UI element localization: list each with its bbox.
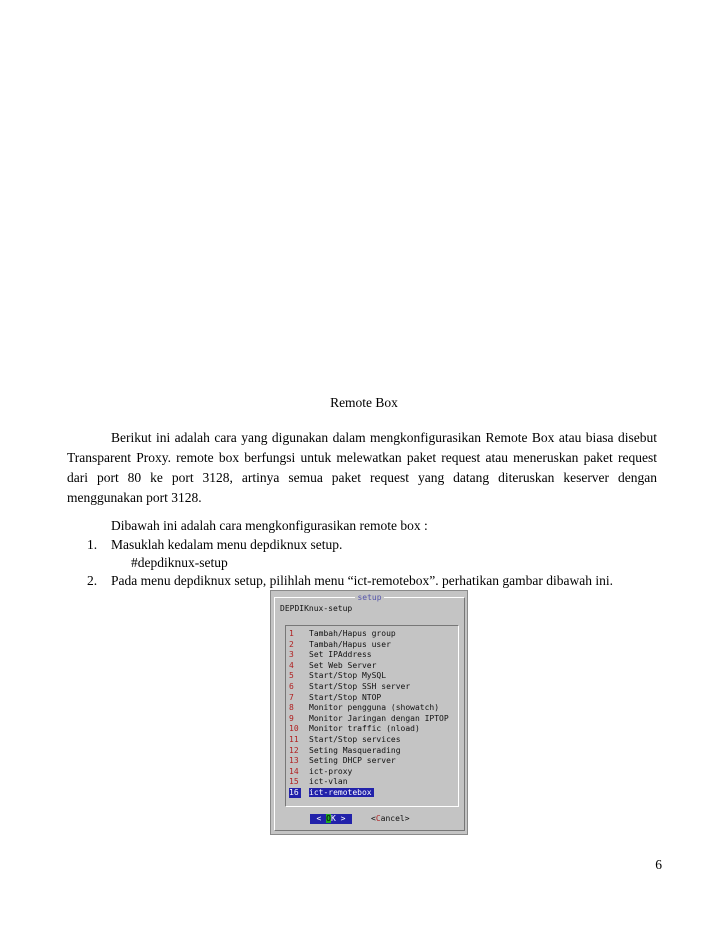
menu-item-label: Seting Masquerading — [309, 745, 401, 755]
menu-item[interactable] — [289, 650, 372, 660]
menu-item-key: 9 — [289, 713, 294, 723]
menu-item[interactable] — [289, 629, 396, 639]
list-number: 1. — [87, 537, 98, 552]
dialog-frame — [274, 593, 465, 831]
menu-item-label: Set IPAddress — [309, 650, 372, 660]
list-item — [67, 536, 667, 554]
menu-item-key: 5 — [289, 671, 294, 681]
cancel-button[interactable]: <Cancel> — [371, 814, 410, 823]
dialog-title: setup — [357, 593, 382, 602]
setup-screenshot — [270, 590, 468, 835]
menu-item-label: Start/Stop MySQL — [309, 671, 387, 681]
menu-item-key: 3 — [289, 650, 294, 660]
menu-item-label: Tambah/Hapus user — [309, 639, 391, 649]
ok-hotkey: O — [326, 814, 331, 823]
menu-item-label: ict-remotebox — [309, 788, 372, 797]
menu-item-key: 8 — [289, 703, 294, 713]
menu-item[interactable] — [289, 724, 420, 734]
menu-item-key: 14 — [289, 766, 299, 776]
menu-item[interactable] — [289, 703, 439, 713]
command-text: #depdiknux-setup — [131, 555, 228, 570]
ok-button[interactable]: < OK > — [310, 814, 352, 824]
page-number: 6 — [655, 857, 662, 872]
menu-item[interactable] — [289, 714, 449, 724]
menu-item-key: 7 — [289, 692, 294, 702]
menu-item-key: 16 — [289, 788, 301, 798]
menu-item[interactable] — [289, 661, 376, 671]
menu-item-key: 10 — [289, 724, 299, 734]
menu-item-key: 1 — [289, 629, 294, 638]
menu-item-label: Monitor traffic (nload) — [309, 724, 420, 734]
menu-item[interactable] — [289, 788, 374, 798]
list-text: Masuklah kedalam menu depdiknux setup. — [111, 537, 343, 552]
menu-listbox[interactable] — [285, 625, 459, 807]
menu-item-key: 4 — [289, 660, 294, 670]
menu-item-label: Start/Stop services — [309, 735, 401, 744]
menu-item[interactable] — [289, 767, 352, 777]
menu-item[interactable] — [289, 756, 396, 766]
page-title: Remote Box — [330, 395, 398, 410]
list-number: 2. — [87, 573, 98, 588]
menu-item-label: Seting DHCP server — [309, 756, 396, 766]
cancel-hotkey: C — [375, 814, 381, 823]
menu-item-key: 15 — [289, 777, 299, 787]
menu-item[interactable] — [289, 777, 348, 787]
list-text: Pada menu depdiknux setup, pilihlah menu “ict-remotebox”. perhatikan gambar dibawah ini. — [111, 573, 613, 588]
dialog-header: DEPDIKnux-setup — [280, 604, 353, 613]
menu-item[interactable] — [289, 693, 381, 703]
menu-item-key: 12 — [289, 745, 299, 755]
menu-item-key: 6 — [289, 682, 294, 691]
menu-item-key: 11 — [289, 735, 299, 744]
menu-item-label: ict-proxy — [309, 766, 353, 776]
menu-item[interactable] — [289, 640, 391, 650]
menu-item[interactable] — [289, 735, 401, 745]
menu-item[interactable] — [289, 671, 386, 681]
menu-item-key: 2 — [289, 639, 294, 649]
menu-item-label: ict-vlan — [309, 777, 348, 787]
menu-item-label: Monitor Jaringan dengan IPTOP — [309, 713, 449, 723]
menu-item-label: Monitor pengguna (showatch) — [309, 703, 440, 713]
menu-item-label: Set Web Server — [309, 660, 377, 670]
menu-item-label: Start/Stop NTOP — [309, 692, 382, 702]
menu-item[interactable] — [289, 746, 401, 756]
menu-item-label: Tambah/Hapus group — [309, 629, 396, 638]
menu-item-key: 13 — [289, 756, 299, 766]
list-item — [67, 572, 667, 590]
steps-list — [67, 536, 667, 590]
menu-item[interactable] — [289, 682, 410, 692]
steps-intro: Dibawah ini adalah cara mengkonfigurasikan remote box : — [111, 518, 428, 533]
menu-item-label: Start/Stop SSH server — [309, 682, 411, 691]
intro-paragraph: Berikut ini adalah cara yang digunakan dalam mengkonfigurasikan Remote Box atau biasa disebut Transparent Proxy. remote box berfungsi untuk melewatkan paket request atau meneruskan paket request dari port 80 ke port 3128, artinya semua paket request yang datang diteruskan keserver dengan menggunakan port 3128. — [67, 430, 657, 505]
